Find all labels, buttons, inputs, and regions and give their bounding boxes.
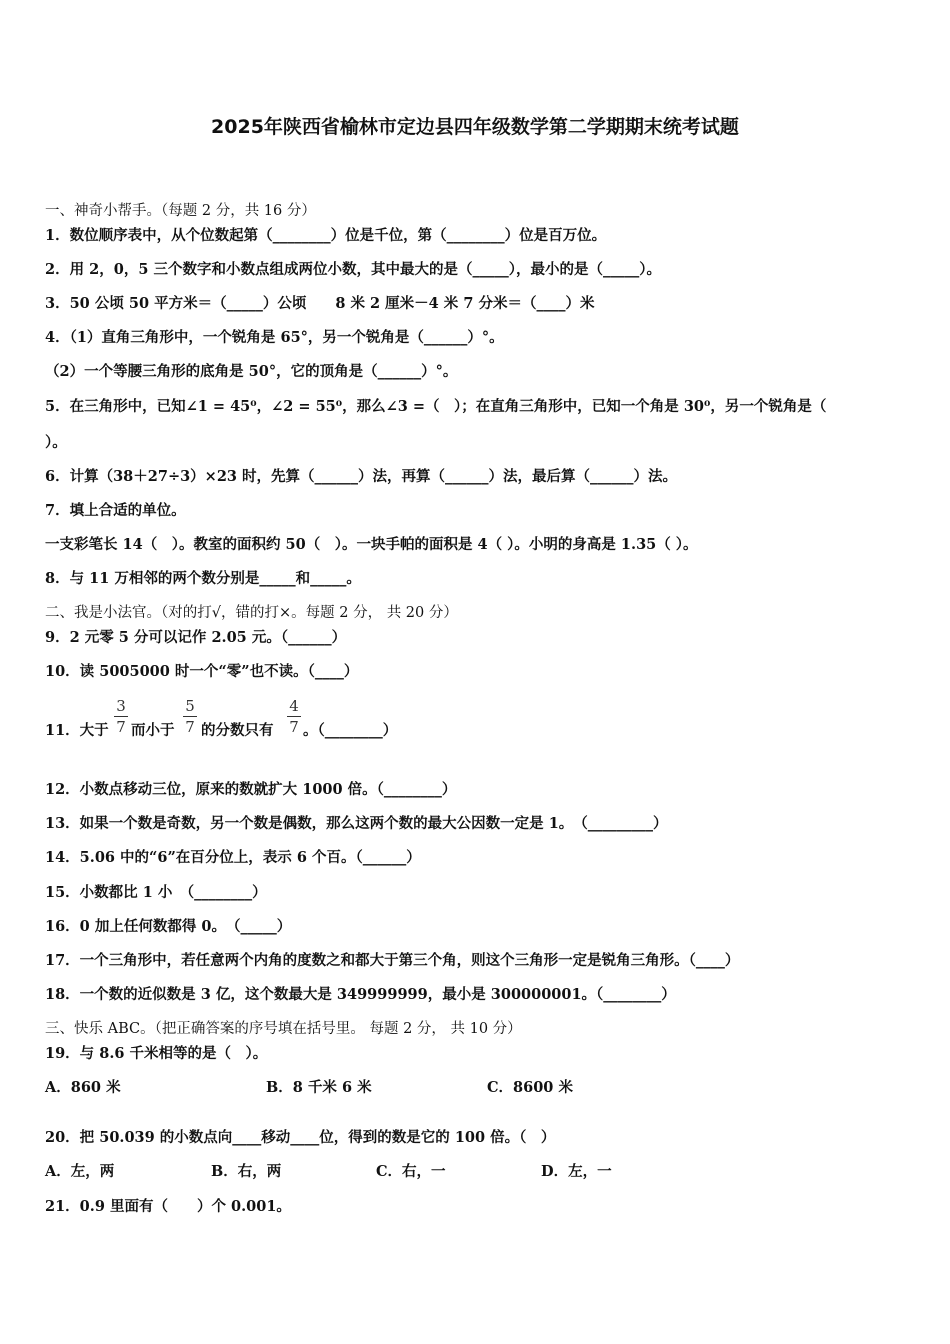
question-18: 18．一个数的近似数是 3 亿，这个数最大是 349999999，最小是 300000001。（________） [45,986,676,1003]
question-20-option-c: C．右，一 [376,1163,446,1180]
question-13: 13．如果一个数是奇数，另一个数是偶数，那么这两个数的最大公因数一定是 1。 （_________） [45,815,668,832]
question-17: 17．一个三角形中，若任意两个内角的度数之和都大于第三个角，则这个三角形一定是锐角三角形。（____） [45,952,740,969]
question-6: 6．计算（38＋27÷3）×23 时，先算（______）法，再算（______）法，最后算（______）法。 [45,468,678,485]
question-8: 8．与 11 万相邻的两个数分别是_____和_____。 [45,570,361,587]
question-15: 15．小数都比 1 小 （________） [45,884,267,901]
question-7-body: 一支彩笔长 14（ ）。教室的面积约 50（ ）。一块手帕的面积是 4（ ）。小明的身高是 1.35（ ）。 [45,536,698,553]
question-19-option-b: B．8 千米 6 米 [266,1079,372,1096]
question-5-line-2: ）。 [45,434,67,451]
section-heading-2: 二、我是小法官。（对的打√，错的打×。每题 2 分， 共 20 分） [45,605,458,621]
section-heading-3: 三、快乐 ABC。（把正确答案的序号填在括号里。 每题 2 分， 共 10 分） [45,1021,522,1037]
question-4-part-2: （2）一个等腰三角形的底角是 50°，它的顶角是（______）°。 [45,363,458,380]
question-19-option-a: A．860 米 [45,1079,121,1096]
question-11-mid-2: 的分数只有 [201,722,274,739]
question-11-prefix: 11．大于 [45,722,109,739]
question-21: 21．0.9 里面有（ ）个 0.001。 [45,1198,291,1215]
question-20-option-b: B．右，两 [211,1163,282,1180]
fraction-4-7: 4 7 [287,697,301,736]
question-10: 10．读 5005000 时一个“零”也不读。（____） [45,663,359,680]
question-20-option-a: A．左，两 [45,1163,115,1180]
question-20-option-d: D．左，一 [541,1163,612,1180]
question-19-option-c: C．8600 米 [487,1079,573,1096]
question-4-part-1: 4．（1）直角三角形中，一个锐角是 65°，另一个锐角是（______）°。 [45,329,504,346]
fraction-5-7: 5 7 [183,697,197,736]
question-3: 3．50 公顷 50 平方米＝（_____）公顷 8 米 2 厘米－4 米 7 分米＝（____）米 [45,295,595,312]
question-19: 19．与 8.6 千米相等的是（ ）。 [45,1045,268,1062]
question-11-mid-1: 而小于 [131,722,175,739]
fraction-3-7: 3 7 [114,697,128,736]
question-16: 16．0 加上任何数都得 0。 （_____） [45,918,292,935]
question-7-heading: 7．填上合适的单位。 [45,502,186,519]
question-2: 2．用 2，0，5 三个数字和小数点组成两位小数，其中最大的是（_____），最小的是（_____）。 [45,261,661,278]
question-1: 1．数位顺序表中，从个位数起第（________）位是千位，第（________）位是百万位。 [45,227,607,244]
page-title: 2025年陕西省榆林市定边县四年级数学第二学期期末统考试题 [211,116,739,138]
question-11-suffix: 。（________） [303,722,398,739]
question-20: 20．把 50.039 的小数点向____移动____位，得到的数是它的 100 倍。（ ） [45,1129,556,1146]
section-heading-1: 一、神奇小帮手。（每题 2 分，共 16 分） [45,203,316,219]
question-5-line-1: 5．在三角形中，已知∠1 = 45⁰，∠2 = 55⁰，那么∠3 =（ ）；在直角三角形中，已知一个角是 30⁰，另一个锐角是（ [45,398,827,415]
question-9: 9．2 元零 5 分可以记作 2.05 元。（______） [45,629,347,646]
question-12: 12．小数点移动三位，原来的数就扩大 1000 倍。（________） [45,781,457,798]
question-14: 14．5.06 中的“6”在百分位上，表示 6 个百。（______） [45,849,421,866]
